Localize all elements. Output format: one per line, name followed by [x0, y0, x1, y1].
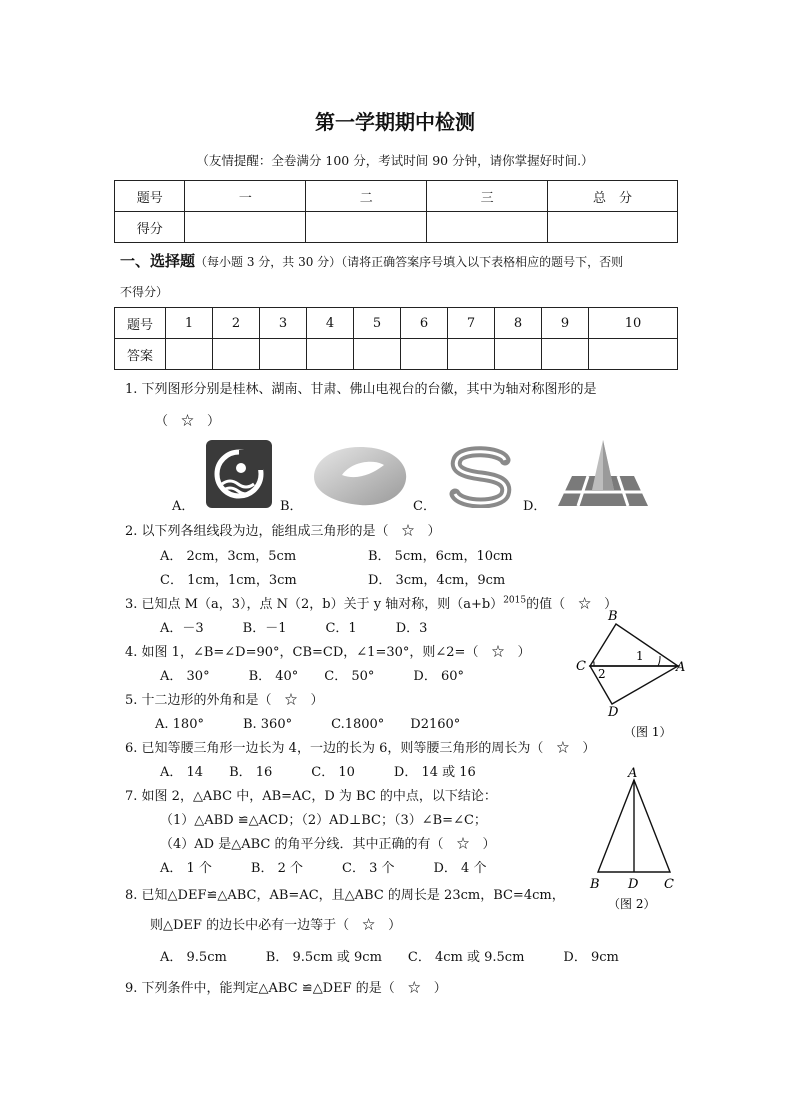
- answer-cell[interactable]: [589, 339, 678, 370]
- table-cell: 题号: [115, 308, 166, 339]
- angle-2-label: 2: [598, 667, 606, 681]
- question-2-stem: 2. 以下列各组线段为边，能组成三角形的是（ ☆ ）: [125, 524, 441, 539]
- foshan-tv-logo: [556, 440, 650, 508]
- question-2-option-d: D． 3cm，4cm，9cm: [368, 573, 506, 588]
- figure-2-isosceles: [584, 764, 684, 912]
- question-1-stem: 1. 下列图形分别是桂林、湖南、甘肃、佛山电视台的台徽，其中为轴对称图形的是: [125, 382, 597, 397]
- question-7-line3: （4）AD 是△ABC 的角平分线．其中正确的有（ ☆ ）: [160, 837, 496, 852]
- table-cell: 二: [306, 181, 427, 212]
- question-5-options: A. 180° B. 360° C.1800° D2160°: [155, 717, 461, 732]
- guilin-tv-logo: [206, 440, 272, 508]
- label-b: B: [590, 877, 600, 892]
- table-cell: 9: [542, 308, 589, 339]
- table-cell: 5: [354, 308, 401, 339]
- figure-1-caption: （图 1）: [624, 725, 672, 739]
- exponent: 2015: [503, 595, 527, 606]
- option-c-label: C．: [413, 499, 436, 514]
- option-b-label: B．: [280, 499, 303, 514]
- answer-cell[interactable]: [448, 339, 495, 370]
- page-title: 第一学期期中检测: [315, 110, 475, 134]
- answer-cell[interactable]: [166, 339, 213, 370]
- table-cell[interactable]: [548, 212, 678, 243]
- answer-cell[interactable]: [307, 339, 354, 370]
- table-cell: 三: [427, 181, 548, 212]
- label-a: A: [676, 660, 686, 675]
- hunan-tv-logo: [312, 443, 408, 509]
- label-d: D: [628, 877, 639, 892]
- table-row: [115, 181, 678, 212]
- exam-tip: （友情提醒：全卷满分 100 分，考试时间 90 分钟，请你掌握好时间.）: [196, 153, 594, 168]
- question-3-options: A．－3 B．－1 C．1 D．3: [160, 621, 428, 636]
- section-note-cont: 不得分）: [120, 285, 169, 299]
- label-c: C: [664, 877, 674, 892]
- section-heading: [120, 250, 623, 271]
- table-row: [115, 212, 678, 243]
- table-cell[interactable]: [427, 212, 548, 243]
- option-d-label: D．: [523, 499, 547, 514]
- answer-cell[interactable]: [260, 339, 307, 370]
- table-cell: 10: [589, 308, 678, 339]
- label-c: C: [576, 659, 586, 674]
- question-6-options: A． 14 B． 16 C． 10 D． 14 或 16: [160, 765, 476, 780]
- question-3-text: 3. 已知点 M（a，3），点 N（2，b）关于 y 轴对称，则（a+b）: [125, 597, 504, 612]
- table-cell[interactable]: [306, 212, 427, 243]
- question-8-options: A． 9.5cm B． 9.5cm 或 9cm C． 4cm 或 9.5cm D． 9cm: [160, 950, 619, 965]
- label-d: D: [608, 705, 619, 720]
- answer-cell[interactable]: [213, 339, 260, 370]
- table-cell: 8: [495, 308, 542, 339]
- table-cell[interactable]: [185, 212, 306, 243]
- answer-cell[interactable]: [495, 339, 542, 370]
- question-8-stem: 8. 已知△DEF≌△ABC，AB=AC，且△ABC 的周长是 23cm，BC=4cm，: [125, 888, 565, 903]
- question-3-stem: [125, 593, 617, 612]
- question-7-line2: （1）△ABD ≌△ACD；（2）AD⊥BC；（3）∠B=∠C；: [160, 813, 487, 828]
- option-a-label: A．: [172, 499, 195, 514]
- figure-2-caption: （图 2）: [608, 897, 656, 911]
- section-note: （每小题 3 分，共 30 分）（请将正确答案序号填入以下表格相应的题号下，否则: [195, 255, 624, 269]
- table-cell: 1: [166, 308, 213, 339]
- question-7-stem: 7. 如图 2，△ABC 中，AB=AC，D 为 BC 的中点，以下结论：: [125, 789, 497, 804]
- table-cell: 6: [401, 308, 448, 339]
- question-8-line2: 则△DEF 的边长中必有一边等于（ ☆ ）: [150, 918, 402, 933]
- table-cell: 一: [185, 181, 306, 212]
- score-table: [114, 180, 678, 243]
- question-9-stem: 9. 下列条件中，能判定△ABC ≌△DEF 的是（ ☆ ）: [125, 981, 447, 996]
- question-1-blank: （ ☆ ）: [155, 414, 221, 429]
- question-7-options: A． 1 个 B． 2 个 C． 3 个 D． 4 个: [160, 861, 487, 876]
- table-cell: 答案: [115, 339, 166, 370]
- table-row: [115, 339, 678, 370]
- table-cell: 7: [448, 308, 495, 339]
- section-title: 一、选择题: [120, 252, 196, 270]
- answer-table: [114, 307, 678, 370]
- figure-1-kite: [572, 606, 690, 742]
- label-b: B: [608, 609, 618, 624]
- question-3-tail: 的值（ ☆ ）: [526, 597, 618, 612]
- question-2-option-a: A． 2cm，3cm，5cm: [160, 549, 297, 564]
- table-row: [115, 308, 678, 339]
- answer-cell[interactable]: [354, 339, 401, 370]
- angle-1-label: 1: [636, 649, 644, 663]
- question-6-stem: 6. 已知等腰三角形一边长为 4，一边的长为 6，则等腰三角形的周长为（ ☆ ）: [125, 741, 596, 756]
- question-2-option-b: B． 5cm，6cm，10cm: [368, 549, 513, 564]
- table-cell: 2: [213, 308, 260, 339]
- answer-cell[interactable]: [542, 339, 589, 370]
- label-a: A: [628, 766, 638, 781]
- question-4-stem: 4. 如图 1，∠B=∠D=90°，CB=CD，∠1=30°，则∠2=（ ☆ ）: [125, 645, 531, 660]
- table-cell: 3: [260, 308, 307, 339]
- answer-cell[interactable]: [401, 339, 448, 370]
- gansu-tv-logo: [445, 446, 517, 508]
- table-cell: 得分: [115, 212, 185, 243]
- question-4-options: A． 30° B． 40° C． 50° D． 60°: [160, 669, 465, 684]
- question-5-stem: 5. 十二边形的外角和是（ ☆ ）: [125, 693, 324, 708]
- table-cell: 4: [307, 308, 354, 339]
- table-cell: 总 分: [548, 181, 678, 212]
- table-cell: 题号: [115, 181, 185, 212]
- question-2-option-c: C． 1cm，1cm，3cm: [160, 573, 297, 588]
